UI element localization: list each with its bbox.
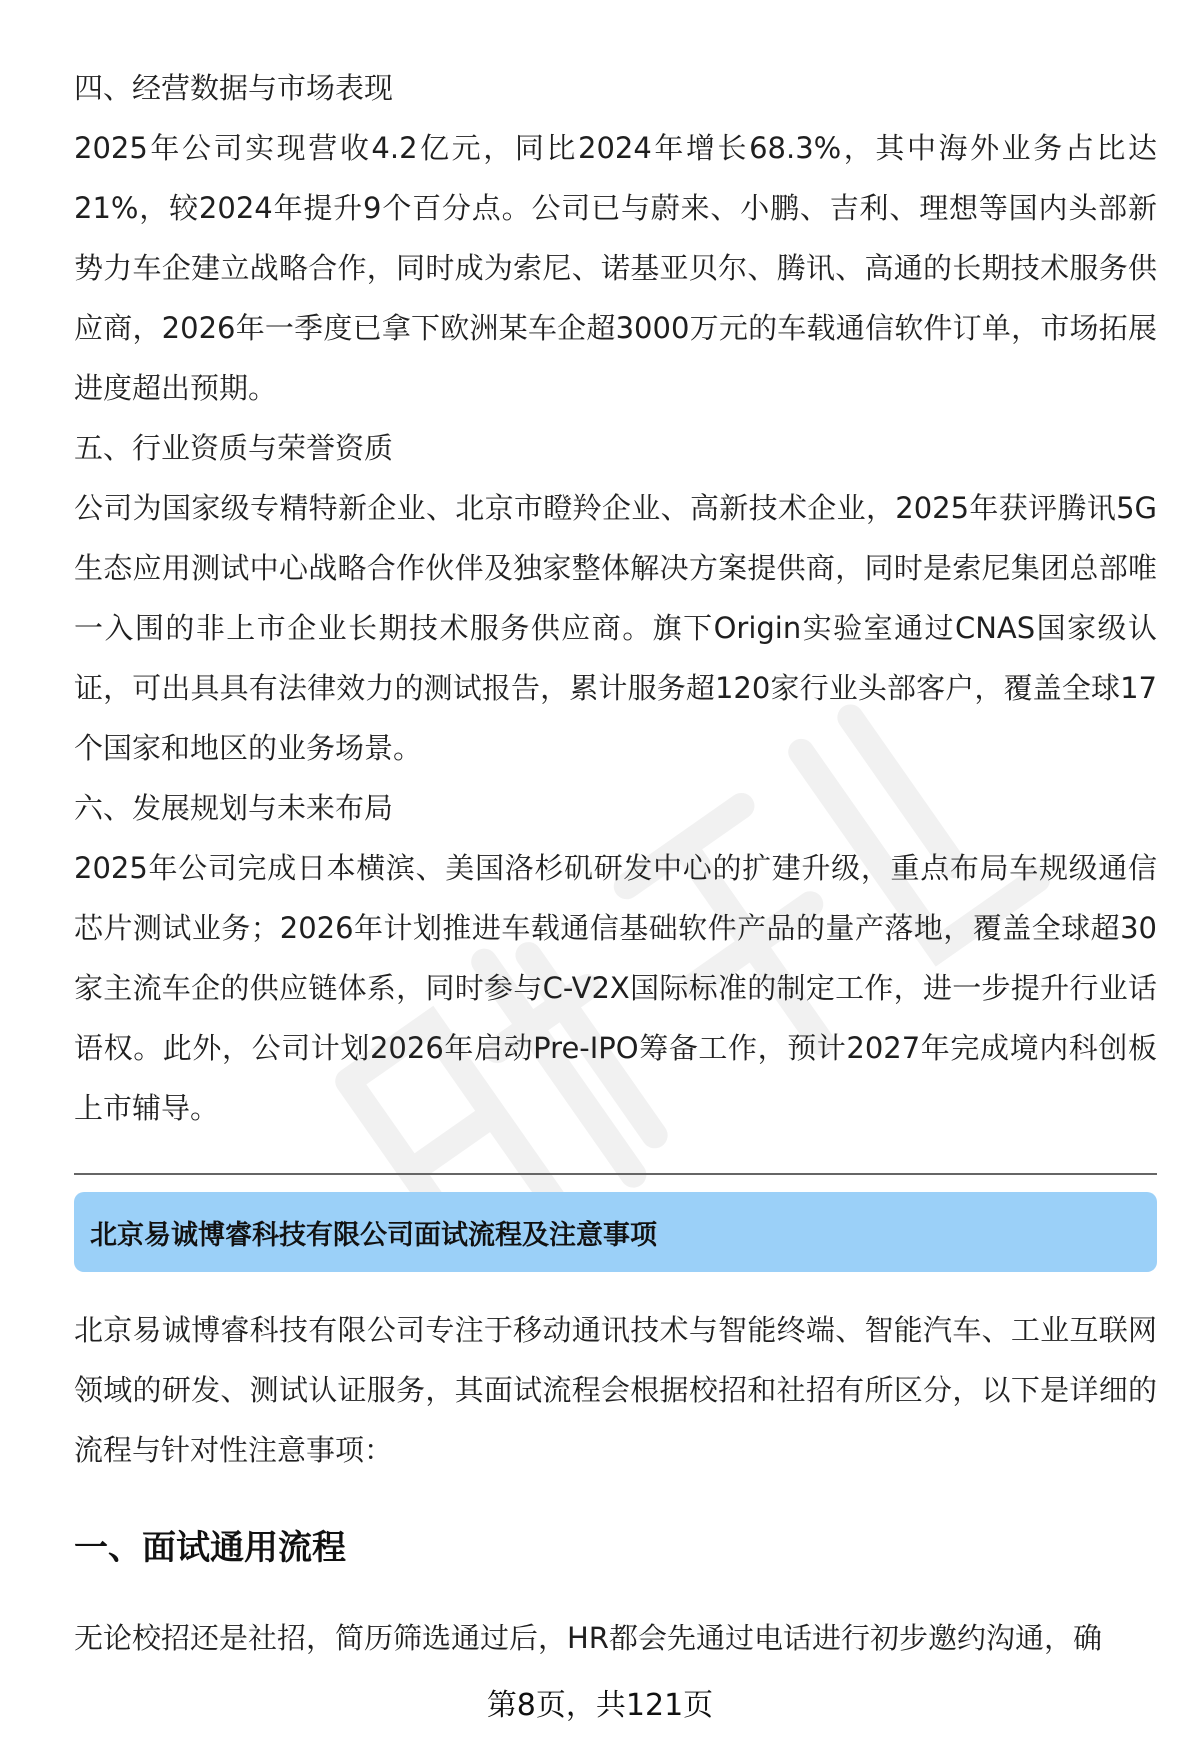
section-qualifications <box>74 418 1157 778</box>
section-heading: 六、发展规划与未来布局 <box>74 791 394 825</box>
title-banner <box>74 1192 1157 1272</box>
sections-container <box>74 58 1157 1138</box>
page-number: 第8页，共121页 <box>486 1688 714 1723</box>
section-body: 公司为国家级专精特新企业、北京市瞪羚企业、高新技术企业，2025年获评腾讯5G生态应用测试中心战略合作伙伴及独家整体解决方案提供商，同时是索尼集团总部唯一入围的非上市企业长期技术服务供应商。旗下Origin实验室通过CNAS国家级认证，可出具具有法律效力的测试报告，累计服务超120家行业头部客户，覆盖全球17个国家和地区的业务场景。 <box>74 491 1157 765</box>
section-title: 一、面试通用流程 <box>74 1528 346 1568</box>
intro-paragraph: 北京易诚博睿科技有限公司专注于移动通讯技术与智能终端、智能汽车、工业互联网领域的研发、测试认证服务，其面试流程会根据校招和社招有所区分，以下是详细的流程与针对性注意事项： <box>74 1313 1157 1467</box>
section-business-data <box>74 58 1157 418</box>
banner-title: 北京易诚博睿科技有限公司面试流程及注意事项 <box>90 1219 657 1251</box>
section-heading: 四、经营数据与市场表现 <box>74 71 394 105</box>
section-heading: 五、行业资质与荣誉资质 <box>74 431 394 465</box>
section-development-plan <box>74 778 1157 1138</box>
continuation-paragraph: 无论校招还是社招，简历筛选通过后，HR都会先通过电话进行初步邀约沟通，确 <box>74 1621 1102 1655</box>
section-divider <box>74 1173 1157 1175</box>
section-body: 2025年公司完成日本横滨、美国洛杉矶研发中心的扩建升级，重点布局车规级通信芯片测试业务；2026年计划推进车载通信基础软件产品的量产落地，覆盖全球超30家主流车企的供应链体系，同时参与C-V2X国际标准的制定工作，进一步提升行业话语权。此外，公司计划2026年启动Pre-IPO筹备工作，预计2027年完成境内科创板上市辅导。 <box>74 851 1157 1125</box>
section-body: 2025年公司实现营收4.2亿元，同比2024年增长68.3%，其中海外业务占比达21%，较2024年提升9个百分点。公司已与蔚来、小鹏、吉利、理想等国内头部新势力车企建立战略合作，同时成为索尼、诺基亚贝尔、腾讯、高通的长期技术服务供应商，2026年一季度已拿下欧洲某车企超3000万元的车载通信软件订单，市场拓展进度超出预期。 <box>74 131 1157 405</box>
